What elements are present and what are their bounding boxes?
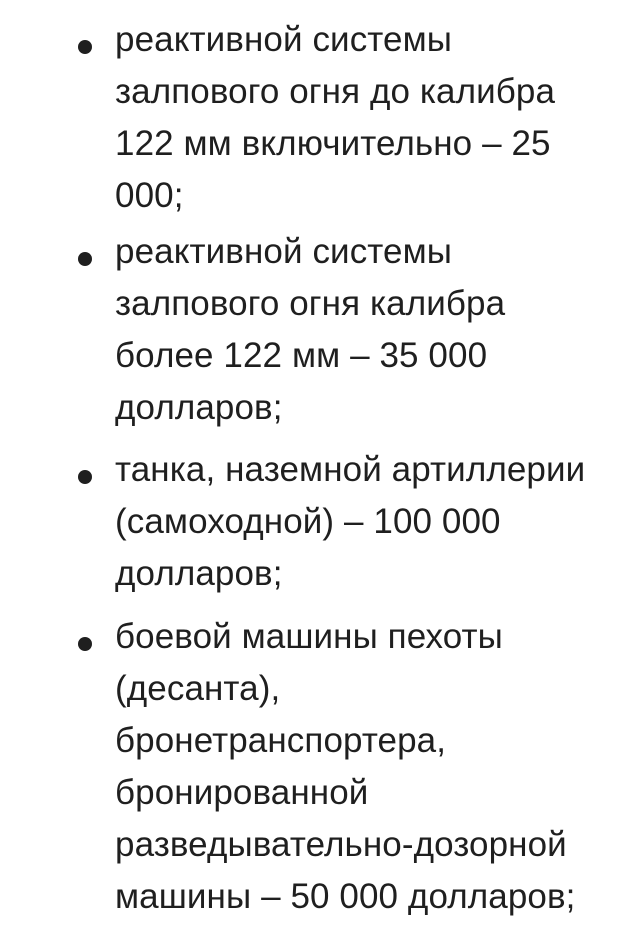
text-line: бронированной bbox=[115, 773, 369, 812]
text-line: боевой машины пехоты bbox=[115, 617, 503, 656]
text-line: (десанта), bbox=[115, 669, 281, 708]
text-line: машины – 50 000 долларов; bbox=[115, 877, 576, 916]
text-line: 000; bbox=[115, 176, 184, 215]
text-line: более 122 мм – 35 000 bbox=[115, 336, 488, 375]
text-line: 122 мм включительно – 25 bbox=[115, 124, 551, 163]
text-line: разведывательно-дозорной bbox=[115, 825, 567, 864]
list-item-text bbox=[115, 14, 630, 222]
bullet-dot-icon bbox=[78, 252, 92, 266]
bullet-dot-icon bbox=[78, 470, 92, 484]
list-item-text bbox=[115, 444, 630, 600]
text-line: реактивной системы bbox=[115, 20, 453, 59]
bullet-dot-icon bbox=[78, 637, 92, 651]
text-line: (самоходной) – 100 000 bbox=[115, 502, 501, 541]
text-line: залпового огня до калибра bbox=[115, 72, 556, 111]
list-item-text bbox=[115, 611, 630, 923]
text-line: долларов; bbox=[115, 388, 283, 427]
list-item-text bbox=[115, 226, 630, 434]
text-line: долларов; bbox=[115, 554, 283, 593]
text-line: танка, наземной артиллерии bbox=[115, 450, 586, 489]
text-line: бронетранспортера, bbox=[115, 721, 447, 760]
text-line: залпового огня калибра bbox=[115, 284, 506, 323]
text-line: реактивной системы bbox=[115, 232, 453, 271]
bullet-dot-icon bbox=[78, 40, 92, 54]
